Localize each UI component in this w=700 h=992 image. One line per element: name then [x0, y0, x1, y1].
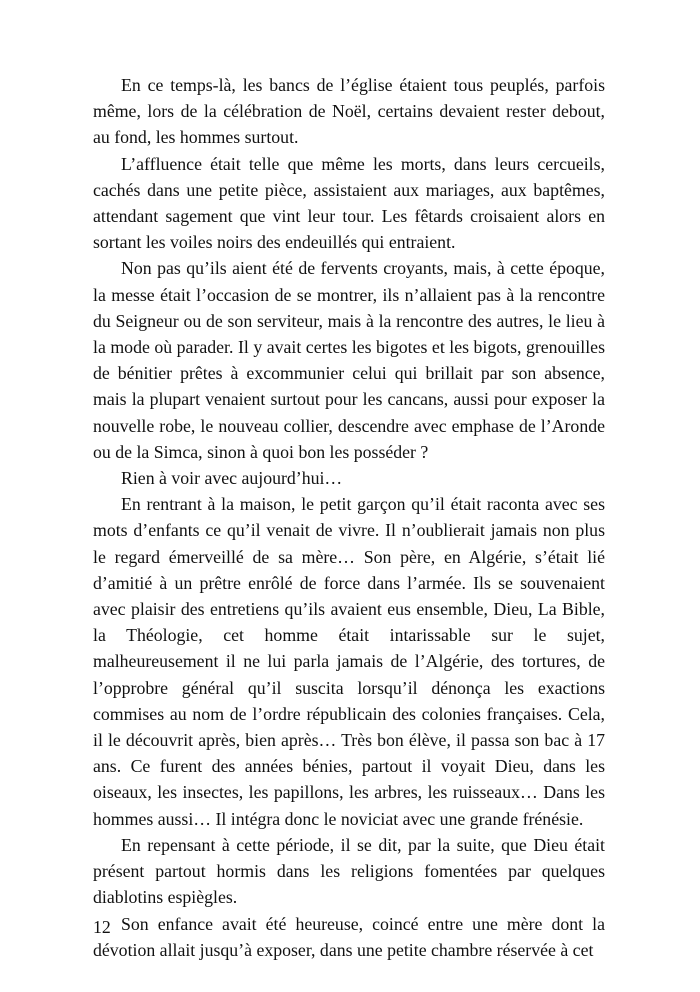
paragraph-6: En repensant à cette période, il se dit, par la suite, que Dieu était présent partout hormis dans les religions fomentées par quelques diablotins espiègles. — [93, 834, 605, 908]
paragraph-1: En ce temps-là, les bancs de l’église étaient tous peuplés, parfois même, lors de la célébration de Noël, certains devaient rester debout, au fond, les hommes surtout. — [93, 75, 605, 148]
paragraph-4: Rien à voir avec aujourd’hui… — [121, 468, 343, 489]
page-number: 12 — [93, 917, 111, 937]
paragraph-7: Son enfance avait été heureuse, coincé entre une mère dont la dévotion allait jusqu’à exposer, dans une petite chambre réservée à cet — [93, 913, 605, 960]
paragraph-5: En rentrant à la maison, le petit garçon qu’il était raconta avec ses mots d’enfants ce qu’il venait de vivre. Il n’oublierait jamais non plus le regard émerveillé de sa mère… Son père, en Algérie, s’était lié d’amitié à un prêtre enrôlé de force dans l’armée. Ils se souvenaient avec plaisir des entretiens qu’ils avaient eus ensemble, Dieu, La Bible, la Théologie, cet homme était intarissable sur le sujet, malheureusement il ne lui parla jamais de l’Algérie, des tortures, de l’opprobre général qu’il suscita lorsqu’il dénonça les exactions commises au nom de l’ordre républicain des colonies françaises. Cela, il le découvrit après, bien après… Très bon élève, il passa son bac à 17 ans. Ce furent des années bénies, partout il voyait Dieu, dans les oiseaux, les insectes, les papillons, les arbres, les ruisseaux… Dans les hommes aussi… Il intégra donc le noviciat avec une grande frénésie. — [93, 494, 605, 829]
page-body — [93, 72, 605, 963]
paragraph-3: Non pas qu’ils aient été de fervents croyants, mais, à cette époque, la messe était l’occasion de se montrer, ils n’allaient pas à la rencontre du Seigneur ou de son serviteur, mais à la rencontre des autres, le lieu à la mode où parader. Il y avait certes les bigotes et les bigots, grenouilles de bénitier prêtes à excommunier celui qui brillait par son absence, mais la plupart venaient surtout pour les cancans, aussi pour exposer la nouvelle robe, le nouveau collier, descendre avec emphase de l’Aronde ou de la Simca, sinon à quoi bon les posséder ? — [93, 258, 605, 462]
paragraph-2: L’affluence était telle que même les morts, dans leurs cercueils, cachés dans une petite pièce, assistaient aux mariages, aux baptêmes, attendant sagement que vint leur tour. Les fêtards croisaient alors en sortant les voiles noirs des endeuillés qui entraient. — [93, 153, 605, 253]
